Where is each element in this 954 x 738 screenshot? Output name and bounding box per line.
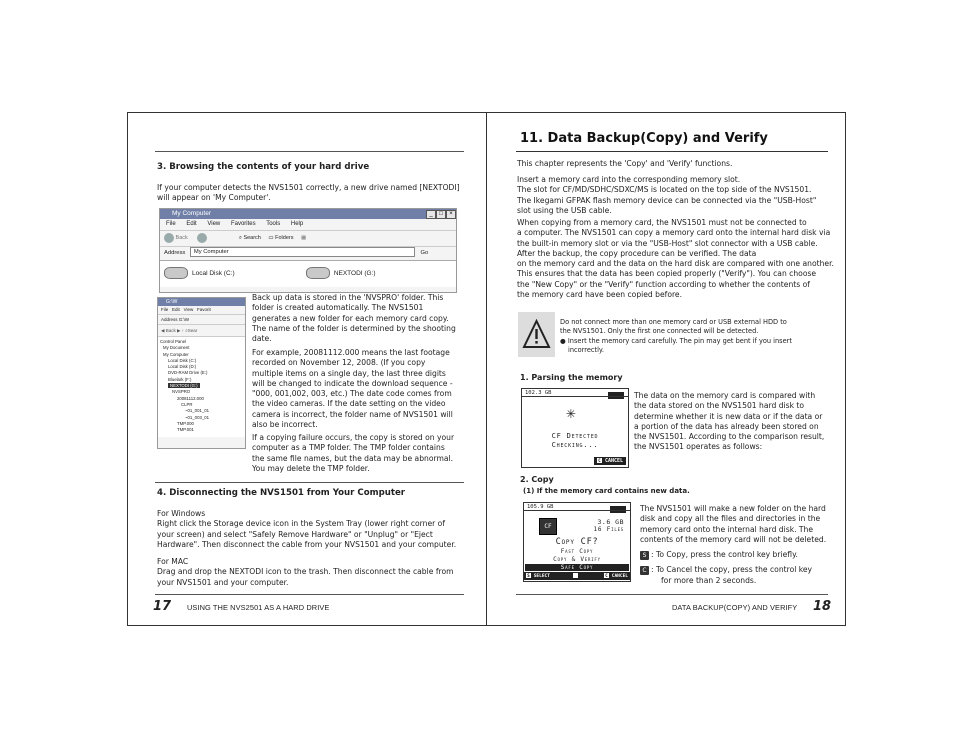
tree-item[interactable]: 20081112.000 xyxy=(177,395,204,401)
windows-instructions: For Windows Right click the Storage device icon in the System Tray (lower right corner of your screen) and select "Safely Remove Hardware" or "Unplug" or "Eject Hardware". Then disconnect the cable from your NVS1501 and your computer. xyxy=(157,509,457,549)
folder-tree-window: G:\W File Edit View Favorit Address G:\W ◀ Back ▶ ↑ ⌕Sear Control Panel My Document My Computer Local Disk (C:) Local Disk (D:) DVD-RAM Drive (E:) Bluelark (F:) NEXTODI (G:) NVSPRO 20081112.000 CLPR ~01_001_01 ~01_003_01 TMP.000 TMP.001 xyxy=(157,297,246,449)
menu-bar xyxy=(160,219,456,231)
mac-instructions: For MAC Drag and drop the NEXTODI icon to the trash. Then disconnect the cable from your NVS1501 and your computer. xyxy=(157,557,454,587)
backup-paragraph: Back up data is stored in the 'NVSPRO' folder. This folder is created automatically. The NVS1501 generates a new folder for each memory card copy. The name of the folder is determined by the shooting date. xyxy=(252,293,456,344)
footer-rule xyxy=(516,594,828,595)
menu-edit[interactable]: Edit xyxy=(186,221,197,227)
cancel-softkey[interactable]: C CANCEL xyxy=(594,457,626,465)
menu-view[interactable]: View xyxy=(207,221,221,227)
select-softkey[interactable]: S SELECT xyxy=(527,573,550,579)
tree-list xyxy=(158,337,245,437)
tree-item[interactable]: My Computer xyxy=(163,351,189,357)
address-bar: Address My Computer Go xyxy=(160,247,456,261)
section-rule xyxy=(155,482,464,483)
tree-item[interactable]: ~01_001_01 xyxy=(185,408,210,414)
tree-menu: File Edit View Favorit xyxy=(158,306,245,315)
footer-rule xyxy=(155,594,464,595)
softkey-bar xyxy=(524,572,630,580)
footer-right: DATA BACKUP(COPY) AND VERIFY xyxy=(672,603,798,612)
back-button[interactable]: Back xyxy=(175,235,188,241)
drives-area xyxy=(160,261,456,287)
tree-item[interactable]: Local Disk (D:) xyxy=(168,364,197,370)
tree-item[interactable]: NVSPRO xyxy=(172,389,191,395)
tree-item[interactable]: My Document xyxy=(163,345,190,351)
menu-safe-copy-selected[interactable]: Safe Copy xyxy=(525,564,629,571)
cf-card-icon: CF xyxy=(539,518,557,535)
copy-title: 2. Copy xyxy=(520,475,554,484)
menu-favorites[interactable]: Favorites xyxy=(230,221,256,227)
hard-disk-icon xyxy=(164,267,188,279)
warning-icon-box xyxy=(518,312,555,357)
copy-paragraph: The NVS1501 will make a new folder on the hard disk and copy all the files and directories in the memory card onto the internal hard disk. The contents of the memory card will not be deleted. xyxy=(640,504,827,544)
example-paragraph: For example, 20081112.000 means the last footage recorded on November 12, 2008. (If you copy multiple items on a single day, the last three digits will be changed to indicate the download sequence - "000, 001,002, 003, etc.) The date code comes from the video cameras. If the date setting on the video camera is incorrect, the folder name of NVS1501 will also be incorrect. xyxy=(252,348,453,430)
tree-item[interactable]: TMP.000 xyxy=(177,420,194,426)
close-icon[interactable]: × xyxy=(446,210,456,219)
search-button[interactable]: ⌕ Search xyxy=(238,235,261,241)
select-key-icon: S xyxy=(640,551,649,560)
menu-help[interactable]: Help xyxy=(290,221,304,227)
copying-paragraph: When copying from a memory card, the NVS1501 must not be connected to a computer. The NVS1501 can copy a memory card onto the internal hard disk via the built-in memory slot or via the "USB-Host" slot connector with a USB cable. After the backup, the copy procedure can be verified. The data on the memory card and the data on the hard disk are compared with one another. This ensures that the data has been copied properly ("Verify"). You can choose the "New Copy" or the "Verify" function according to whether the contents of the memory card have been copied before. xyxy=(517,218,834,300)
intro-paragraph: If your computer detects the NVS1501 correctly, a new drive named [NEXTODI] will appear on 'My Computer'. xyxy=(157,183,460,203)
forward-arrow-icon[interactable] xyxy=(197,233,207,243)
tree-address-bar: Address G:\W xyxy=(158,315,245,325)
my-computer-window xyxy=(159,208,457,293)
section-rule xyxy=(155,151,464,152)
chapter-title: 11. Data Backup(Copy) and Verify xyxy=(520,131,768,146)
window-title-bar: My Computer _ □ × xyxy=(160,209,456,219)
select-key-icon: S xyxy=(527,573,530,578)
menu-tools[interactable]: Tools xyxy=(266,221,281,227)
back-arrow-icon[interactable] xyxy=(164,233,174,243)
file-count: 16 Files xyxy=(593,526,624,533)
page-number-right: 18 xyxy=(813,599,832,614)
ok-key-icon[interactable] xyxy=(573,573,578,578)
hard-disk-icon xyxy=(306,267,330,279)
tree-item[interactable]: DVD-RAM Drive (E:) xyxy=(168,370,208,376)
maximize-icon[interactable]: □ xyxy=(436,210,446,219)
menu-copy-verify[interactable]: Copy & Verify xyxy=(553,556,601,563)
copy-subtitle: (1) If the memory card contains new data. xyxy=(523,487,690,495)
address-input[interactable]: My Computer xyxy=(190,247,415,257)
insert-paragraph: Insert a memory card into the corresponding memory slot. The slot for CF/MD/SDHC/SDXC/MS is located on the top side of the NVS1501. The Ikegami GFPAK flash memory device can be connected via the "USB-Host" slot using the USB cable. xyxy=(517,175,817,215)
checking-line: Checking... xyxy=(551,441,599,449)
cancel-softkey[interactable]: C CANCEL xyxy=(605,573,628,579)
tree-toolbar: ◀ Back ▶ ↑ ⌕Sear xyxy=(158,325,245,337)
page-number-left: 17 xyxy=(153,599,172,614)
footer-left: USING THE NVS2501 AS A HARD DRIVE xyxy=(187,603,330,612)
parsing-screen xyxy=(521,388,629,468)
tree-item[interactable]: Bluelark (F:) xyxy=(168,376,192,382)
key-cancel-instruction: C : To Cancel the copy, press the control key for more than 2 seconds. xyxy=(640,564,812,586)
minimize-icon[interactable]: _ xyxy=(426,210,436,219)
warning-icon xyxy=(518,312,555,357)
go-button[interactable]: Go xyxy=(420,250,429,256)
tree-address-input[interactable]: G:\W xyxy=(178,317,190,322)
cancel-key-icon: C xyxy=(640,566,649,575)
copy-question: Copy CF? xyxy=(555,537,599,547)
tree-item[interactable]: ~01_003_01 xyxy=(185,414,210,420)
menu-file[interactable]: File xyxy=(166,221,176,227)
key-copy-instruction: S : To Copy, press the control key briefly. xyxy=(640,549,798,560)
chapter-intro: This chapter represents the 'Copy' and 'Verify' functions. xyxy=(517,159,733,168)
tree-item[interactable]: Local Disk (C:) xyxy=(168,357,197,363)
copy-screen xyxy=(523,502,631,582)
parsing-paragraph: The data on the memory card is compared with the data stored on the NVS1501 hard disk to determine whether it is new data or if the data or a portion of the data has already been stored on the NVS1501. According to the comparison result, the NVS1501 operates as follows: xyxy=(634,391,825,452)
tree-item[interactable]: CLPR xyxy=(181,401,193,407)
title-rule xyxy=(516,151,828,152)
tree-item-selected[interactable]: NEXTODI (G:) xyxy=(170,383,198,389)
toolbar xyxy=(160,231,456,247)
drive-c[interactable]: Local Disk (C:) xyxy=(164,261,304,287)
detect-line: CF Detected xyxy=(551,432,599,440)
capacity-label: 102.3 GB xyxy=(525,390,552,396)
views-icon[interactable]: ▦ xyxy=(301,235,307,241)
failure-paragraph: If a copying failure occurs, the copy is stored on your computer as a TMP folder. The TMP folder contains the same file names, but the data may be abnormal. You may delete the TMP folder. xyxy=(252,433,455,473)
tree-item[interactable]: TMP.001 xyxy=(177,427,194,433)
folders-button[interactable]: ▭ Folders xyxy=(268,235,294,241)
drive-g[interactable]: NEXTODI (G:) xyxy=(306,270,376,277)
tree-item[interactable]: Control Panel xyxy=(160,339,187,344)
section3-title: 3. Browsing the contents of your hard drive xyxy=(157,162,370,172)
card-size: 3.6 GB xyxy=(597,518,624,526)
capacity-label: 105.9 GB xyxy=(527,504,554,510)
loading-icon: ✳ xyxy=(566,403,576,422)
section4-title: 4. Disconnecting the NVS1501 from Your Computer xyxy=(157,488,406,498)
control-key-icon: C xyxy=(605,573,608,578)
control-key-icon: C xyxy=(598,458,601,463)
parsing-title: 1. Parsing the memory xyxy=(520,373,623,382)
warning-text: Do not connect more than one memory card or USB external HDD to the NVS1501. Only the first one connected will be detected. ● Insert the memory card carefully. The pin may get bent if you insert incorrectly. xyxy=(560,318,792,354)
page-divider xyxy=(486,112,487,626)
menu-fast-copy[interactable]: Fast Copy xyxy=(560,548,594,555)
